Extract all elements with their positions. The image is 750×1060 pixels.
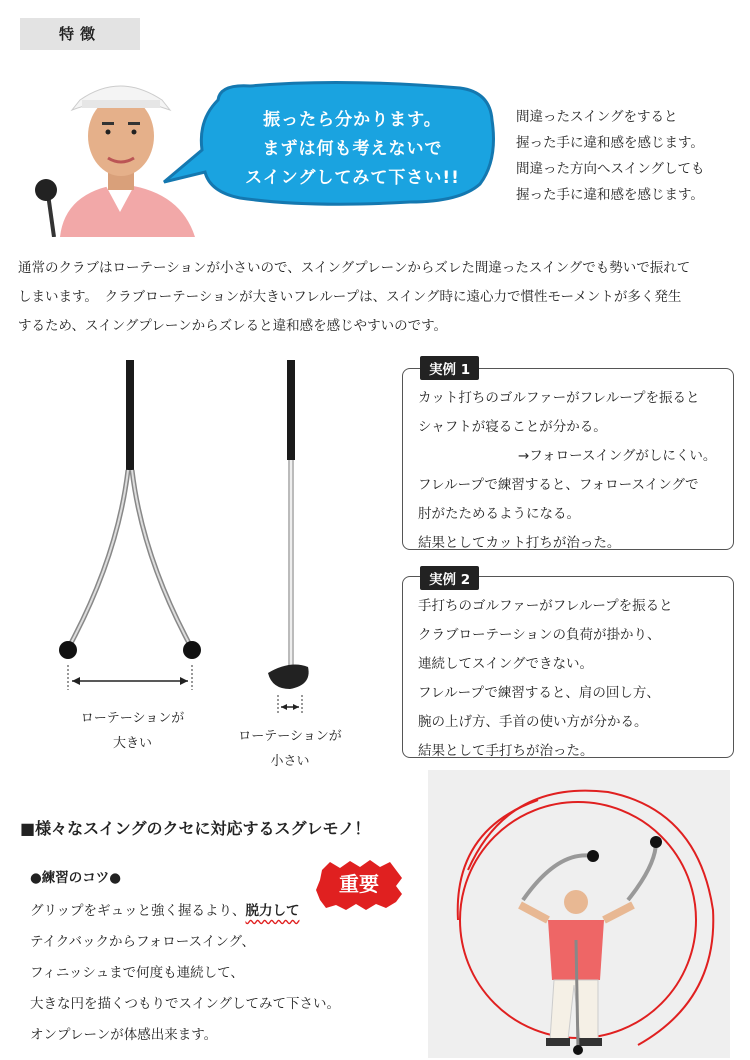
bubble-line: スイングしてみて下さい!!	[245, 168, 460, 188]
example-2-text	[418, 592, 728, 766]
example-1-text	[418, 384, 728, 558]
example-line: 手打ちのゴルファーがフレループを振ると	[418, 598, 673, 614]
shaft-right	[132, 470, 190, 645]
example-line: 結果としてカット打ちが治った。	[418, 535, 621, 551]
tips-line: 大きな円を描くつもりでスイングしてみて下さい。	[30, 996, 340, 1012]
caption-small-rotation	[210, 724, 370, 774]
caption-line: ローテーションが	[238, 729, 342, 744]
tips-line: フィニッシュまで何度も連続して、	[30, 965, 244, 981]
intro-line: するため、スイングプレーンからズレると違和感を感じやすいのです。	[18, 318, 448, 334]
important-badge: 重要	[339, 872, 379, 896]
driver-head	[268, 665, 309, 689]
intro-paragraph	[18, 254, 733, 341]
example-2-title: 実例 2	[420, 566, 479, 590]
example-1-title: 実例 1	[420, 356, 479, 380]
side-description	[516, 104, 746, 208]
grip-small	[287, 360, 295, 460]
ball-right	[183, 641, 201, 659]
intro-line: しまいます。 クラブローテーションが大きいフレループは、スイング時に遠心力で慣性モーメントが多く発生	[18, 289, 682, 305]
tips-prefix: グリップをギュッと強く握るより、	[30, 903, 246, 919]
example-line: フレループで練習すると、肩の回し方、	[418, 685, 660, 701]
shaft-left	[70, 470, 128, 645]
bubble-text	[215, 106, 490, 193]
example-line: 連続してスイングできない。	[418, 656, 593, 672]
example-line: →フォロースイングがしにくい。	[518, 448, 717, 464]
intro-line: 通常のクラブはローテーションが小さいので、スイングプレーンからズレた間違ったスイングでも勢いで振れて	[18, 260, 691, 276]
tips-title: ●練習のコツ●	[30, 870, 122, 886]
side-line: 握った手に違和感を感じます。	[516, 187, 704, 203]
tips-emphasis: 脱力して	[245, 903, 300, 919]
section-heading: ■様々なスイングのクセに対応するスグレモノ！	[20, 819, 371, 838]
example-line: 腕の上げ方、手首の使い方が分かる。	[418, 714, 648, 730]
ball-left	[59, 641, 77, 659]
swing-illustration	[428, 770, 730, 1058]
bubble-line: まずは何も考えないで	[262, 139, 443, 159]
example-line: クラブローテーションの負荷が掛かり、	[418, 627, 661, 643]
caption-line: ローテーションが	[80, 711, 185, 726]
example-line: 結果として手打ちが治った。	[418, 743, 594, 759]
example-line: シャフトが寝ることが分かる。	[418, 419, 607, 435]
caption-line: 小さい	[270, 754, 310, 769]
side-line: 間違った方向へスイングしても	[516, 161, 705, 177]
example-line: カット打ちのゴルファーがフレループを振ると	[418, 390, 700, 406]
side-line: 握った手に違和感を感じます。	[516, 135, 704, 151]
club-comparison-diagram	[40, 355, 370, 715]
side-line: 間違ったスイングをすると	[516, 109, 678, 125]
section-tag: 特徴	[20, 18, 140, 50]
tips-text	[30, 896, 390, 1051]
tips-line: テイクバックからフォロースイング、	[30, 934, 256, 950]
bubble-line: 振ったら分かります。	[263, 110, 442, 130]
example-line: 肘がたためるようになる。	[418, 506, 580, 522]
caption-large-rotation	[50, 706, 215, 756]
golfer-head	[564, 890, 588, 914]
example-line: フレループで練習すると、フォロースイングで	[418, 477, 699, 493]
grip-large	[126, 360, 134, 470]
tips-line: オンプレーンが体感出来ます。	[30, 1027, 218, 1043]
caption-line: 大きい	[112, 736, 152, 751]
